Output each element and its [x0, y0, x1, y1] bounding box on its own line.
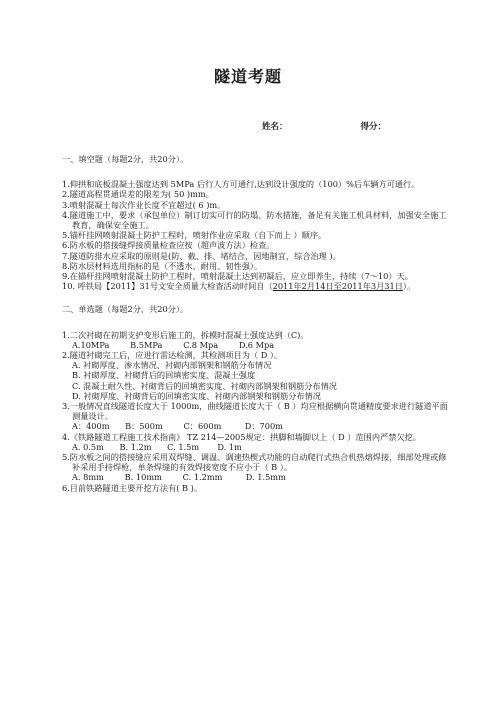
choice-question-1: 1.二次衬砌在初期支护变形后施工的，拆模时混凝土强度达到（C)。 — [62, 329, 309, 340]
fill-question-6: 6.防水板的搭接缝焊接质量检查应按（超声波方法）检查。 — [62, 240, 275, 251]
choice-question-5: 5.防水板之间的搭接缝应采用双焊缝、调温、调速热楔式功能的自动爬行式热合机热熔焊接，细部处理或修补采用手持焊枪，单条焊缝的有效焊接宽度不应小于（ B ）。 — [62, 452, 447, 473]
choice-question-3-options: A：400m B：500m C：600m D：700m — [72, 421, 283, 432]
section2-heading: 二、单选题（每题2分，共20分）。 — [62, 304, 189, 315]
choice-question-2-option-a: A. 衬砌厚度、渗水情况、衬砌内部钢架和钢筋分布情况 — [72, 360, 272, 371]
fill-question-10 — [62, 281, 452, 291]
choice-question-2-option-c: C. 混凝土耐久性、衬砌背后的回填密实度、衬砌内部钢架和钢筋分布情况 — [72, 380, 337, 391]
choice-question-5-options: A. 8mm B. 10mm C. 1.2mm D. 1.5mm — [72, 472, 286, 483]
exam-content — [62, 150, 452, 493]
choice-question-2: 2.隧道衬砌完工后，应进行雷达检测，其检测项目为（ D ）。 — [62, 350, 283, 361]
choice-question-4: 4.《铁路隧道工程施工技术指南》 TZ 214—2005规定：拱脚和墙脚以上（ D ）范围内严禁欠挖。 — [62, 431, 421, 442]
fill-question-8: 8.防水层材料选用指标的是（不透水、耐用、韧性强）。 — [62, 260, 263, 271]
choice-question-4-options: A. 0.5m B. 1.2m C. 1.5m D. 1m — [72, 441, 242, 452]
fill-question-4: 4.隧道施工中，要求（承包单位）制订切实可行的防塌、防水措施，备足有关施工机具材料，加强安全施工教育，确保安全施工。 — [62, 209, 447, 231]
choice-question-1-options: A.10MPa B.5MPa C.8 Mpa D.6 Mpa — [72, 339, 275, 350]
fill-question-5: 5.锚杆挂网喷射混凝土防护工程时，喷射作业应采取（自下而上 ）顺序。 — [62, 230, 327, 241]
choice-question-3: 3.一般情况直线隧道长度大于 1000m，曲线隧道长度大于（ B ）均应根据横向贯通精度要求进行隧道平面测量设计。 — [62, 401, 448, 422]
score-label: 得分： — [360, 122, 386, 132]
question-10-answer: 2011年2月14日至2011年3月31日 — [272, 281, 403, 292]
page-title: 隧道考题 — [213, 67, 282, 86]
choice-question-2-option-d: D. 衬砌厚度、衬砌背后的回填密实度、衬砌内部钢架和钢筋分布情况 — [72, 390, 321, 401]
name-label: 姓名： — [262, 122, 288, 132]
fill-question-9: 9.在锚杆挂网喷射混凝土防护工程时，喷射混凝土达到初凝后，应立即养生，持续（7～10）天。 — [62, 271, 413, 282]
fill-question-1: 1.仰拱和底板混凝土强度达到 5MPa 后行人方可通行,达到设计强度的（100）%后车辆方可通行。 — [62, 179, 420, 190]
question-10-prefix: 10. 呼铁局【2011】31号文安全质量大检查活动时间自（ — [62, 281, 273, 292]
question-10-suffix: ）。 — [402, 281, 416, 292]
exam-header-fields — [262, 120, 462, 132]
section1-heading: 一、填空题（每题2分，共20分）。 — [62, 154, 189, 164]
choice-question-6: 6.目前铁路隧道主要开挖方法有( B )。 — [62, 482, 203, 493]
fill-question-2: 2.隧道高程贯通误差的限差为( 50 )mm。 — [62, 189, 214, 200]
fill-question-3: 3.喷射混凝土每次作业长度不宜超过( 6 )m。 — [62, 199, 226, 210]
choice-question-2-option-b: B. 衬砌厚度、衬砌背后的回填密实度、混凝土强度 — [72, 370, 256, 381]
fill-question-7: 7.隧道防排水应采取的原则是(防、截、排、堵结合，因地制宜，综合治理 )。 — [62, 250, 341, 261]
